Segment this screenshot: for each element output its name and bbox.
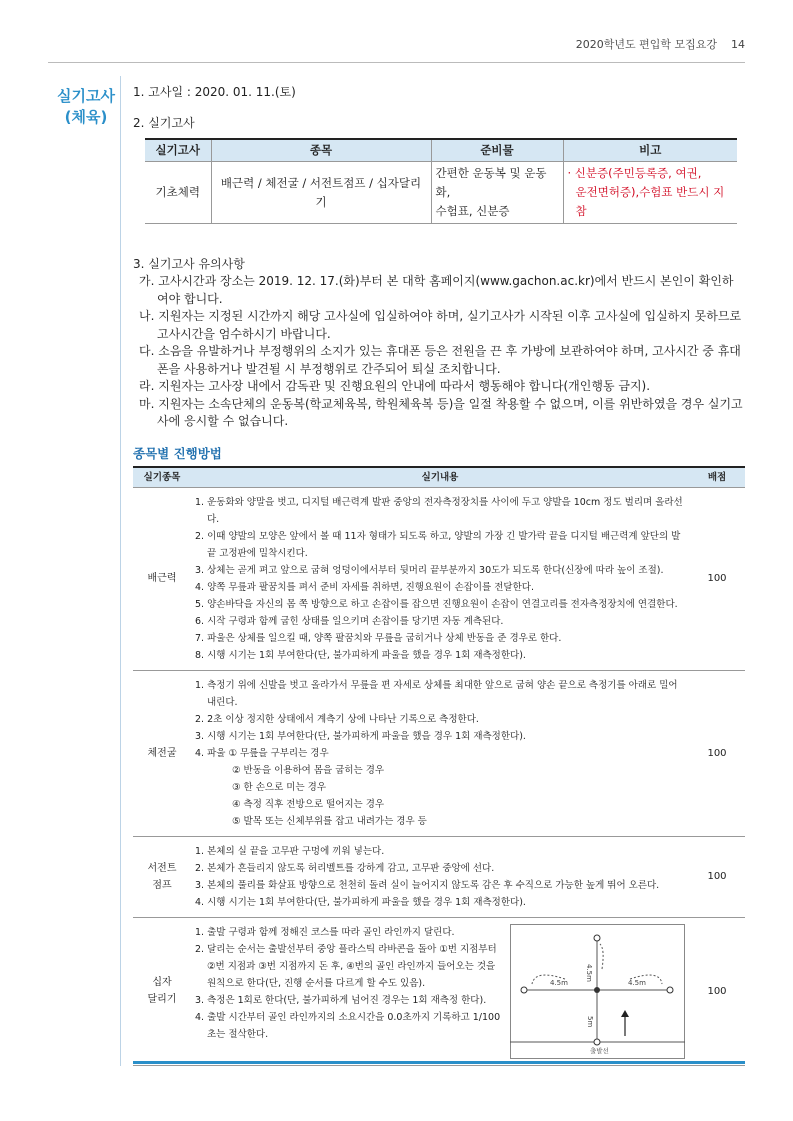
exam-category: 기초체력 [145,162,211,224]
note-item: 다. 소음을 유발하거나 부정행위의 소지가 있는 휴대폰 등은 전원을 끈 후 가방에 보관하여야 하며, 고사시간 중 휴대폰을 사용하거나 발견될 시 부정행위로 간주되어 퇴실 조치합니다. [139,344,741,376]
note-item: 가. 고사시간과 장소는 2019. 12. 17.(화)부터 본 대학 홈페이지(www.gachon.ac.kr)에서 반드시 본인이 확인하여야 합니다. [139,274,734,306]
side-title-line1: 실기고사 [57,87,115,105]
event-score: 100 [689,670,745,836]
event-name [133,917,191,1065]
cone-center [594,987,600,993]
table-row [133,487,745,670]
col-header-supplies: 준비물 [431,139,563,162]
foul-item: ⑤ 발목 또는 신체부위를 잡고 내려가는 경우 등 [232,815,427,827]
col-header-exam: 실기고사 [145,139,211,162]
notes-line1: · 신분증(주민등록증, 여권, [567,166,702,180]
event-content [191,836,689,917]
note-item: 나. 지원자는 지정된 시간까지 해당 고사실에 입실하여야 하며, 실기고사가 시작된 이후 고사실에 입실하지 못하므로 고사시간을 엄수하시기 바랍니다. [139,309,742,341]
cross-run-text [195,924,506,1043]
page-header [576,36,745,52]
cone-right [667,987,673,993]
dim-left: 4.5m [550,978,568,987]
section3-heading: 3. 실기고사 유의사항 [133,257,245,271]
header-divider [48,62,745,63]
event-name-line2: 점프 [152,879,172,891]
list-item: 2. 이때 양발의 모양은 앞에서 볼 때 11자 형태가 되도록 하고, 양발의 가장 긴 발가락 끝을 디지털 배근력계 앞단의 발끝 고정판에 밀착시킨다. [195,530,681,559]
section2-heading: 2. 실기고사 [133,116,195,130]
foul-item: ③ 한 손으로 미는 경우 [232,781,327,793]
col-header-content: 실기내용 [191,467,689,488]
list-item: 5. 양손바닥을 자신의 몸 쪽 방향으로 하고 손잡이를 잡으면 진행요원이 손잡이 연결고리를 전자측정장치에 연결한다. [195,598,678,610]
list-item: 4. 시행 시기는 1회 부여한다(단, 불가피하게 파울을 했을 경우 1회 재측정한다). [195,896,526,908]
start-line-label: 출발선 [590,1046,609,1055]
exam-summary-table [145,138,737,224]
list-item: 4. 출발 시간부터 골인 라인까지의 소요시간을 0.0초까지 기록하고 1/100초는 절삭한다. [195,1011,501,1040]
dim-bottom: 5m [586,1015,594,1027]
cone-top [594,935,600,941]
footer-divider [133,1061,745,1064]
events-table [133,466,745,1066]
event-name-line2: 달리기 [147,994,177,1005]
list-item: 3. 상체는 곧게 펴고 앞으로 굽혀 엉덩이에서부터 뒷머리 끝부분까지 30도가 되도록 한다(신장에 따라 높이 조절). [195,564,664,576]
cross-run-diagram [510,924,685,1059]
side-title-line2: (체육) [64,108,108,126]
exam-notes [563,162,737,224]
supplies-line2: 수험표, 신분증 [435,204,510,218]
side-divider [120,76,121,1066]
col-header-score: 배점 [689,467,745,488]
cone-left [521,987,527,993]
foul-item: ② 반동을 이용하여 몸을 굽히는 경우 [232,764,385,776]
dim-top: 4.5m [585,963,593,982]
event-content [191,917,689,1065]
notes-line2: 운전면허증),수험표 반드시 지참 [575,185,725,218]
col-header-events: 종목 [211,139,431,162]
cone-start [594,1039,600,1045]
list-item: 7. 파울은 상체를 일으킬 때, 양쪽 팔꿈치와 무릎을 굽히거나 상체 반동을 준 경우로 한다. [195,632,562,644]
list-item: 1. 출발 구령과 함께 정해진 코스를 따라 골인 라인까지 달린다. [195,926,455,938]
header-title: 2020학년도 편입학 모집요강 [575,38,717,51]
col-header-notes: 비고 [563,139,737,162]
note-item: 라. 지원자는 고사장 내에서 감독관 및 진행요원의 안내에 따라서 행동해야 합니다(개인행동 금지). [139,379,651,393]
list-item: 1. 본체의 실 끝을 고무판 구멍에 끼워 넣는다. [195,845,385,857]
event-name-line1: 십자 [152,977,172,988]
list-item: 3. 본체의 풀리를 화살표 방향으로 천천히 돌려 실이 늘어지지 않도록 감은 후 수직으로 가능한 높게 뛰어 오른다. [195,879,660,891]
col-header-event: 실기종목 [133,467,191,488]
exam-notes-list [133,273,745,431]
event-score: 100 [689,836,745,917]
event-name-line1: 서전트 [147,862,177,874]
list-item: 8. 시행 시기는 1회 부여한다(단, 불가피하게 파울을 했을 경우 1회 재측정한다). [195,649,526,661]
list-item: 3. 시행 시기는 1회 부여한다(단, 불가피하게 파울을 했을 경우 1회 재측정한다). [195,730,526,742]
list-item: 2. 달리는 순서는 출발선부터 중앙 플라스틱 라바콘을 돌아 ①번 지점부터 ②번 지점과 ③번 지점까지 돈 후, ④번의 골인 라인까지 들어오는 것을 원칙으로 한다(단, 진행 순서를 다르게 할 수도 있음). [195,943,497,989]
list-item: 3. 측정은 1회로 한다(단, 불가피하게 넘어진 경우는 1회 재측정 한다). [195,994,487,1006]
list-item: 1. 측정기 위에 신발을 벗고 올라가서 무릎을 편 자세로 상체를 최대한 앞으로 굽혀 양손 끝으로 측정기를 아래로 밀어 내린다. [195,679,678,708]
list-item: 4. 양쪽 무릎과 팔꿈치를 펴서 준비 자세를 취하면, 진행요원이 손잡이를 전달한다. [195,581,534,593]
event-name [133,836,191,917]
exam-supplies [431,162,563,224]
list-item: 6. 시작 구령과 함께 굽힌 상태를 일으키며 손잡이를 당기면 자동 계측된다. [195,615,504,627]
event-content [191,487,689,670]
list-item: 2. 2초 이상 정지한 상태에서 계측기 상에 나타난 기록으로 측정한다. [195,713,479,725]
table-row [133,670,745,836]
exam-events: 배근력 / 체전굴 / 서전트점프 / 십자달리기 [211,162,431,224]
exam-date: 1. 고사일 : 2020. 01. 11.(토) [133,85,296,99]
list-item: 4. 파울 ① 무릎을 구부리는 경우 [195,747,329,759]
table-row [133,917,745,1065]
foul-item: ④ 측정 직후 전방으로 떨어지는 경우 [232,798,385,810]
event-content [191,670,689,836]
event-score: 100 [689,917,745,1065]
list-item: 2. 본체가 흔들리지 않도록 허리벨트를 강하게 감고, 고무판 중앙에 선다. [195,862,495,874]
main-content [133,84,745,1066]
event-name: 체전굴 [133,670,191,836]
dim-right: 4.5m [628,978,646,987]
event-name: 배근력 [133,487,191,670]
page-number: 14 [731,38,745,51]
note-item: 마. 지원자는 소속단체의 운동복(학교체육복, 학원체육복 등)을 일절 착용할 수 없으며, 이를 위반하였을 경우 실기고사에 응시할 수 없습니다. [139,396,743,428]
table-row [133,836,745,917]
events-table-title: 종목별 진행방법 [133,445,222,461]
event-score: 100 [689,487,745,670]
cross-run-layout [195,924,685,1059]
side-title [50,86,122,128]
supplies-line1: 간편한 운동복 및 운동화, [435,166,547,199]
list-item: 1. 운동화와 양말을 벗고, 디지털 배근력계 발판 중앙의 전자측정장치를 사이에 두고 양발을 10cm 정도 벌리며 올라선다. [195,496,683,525]
